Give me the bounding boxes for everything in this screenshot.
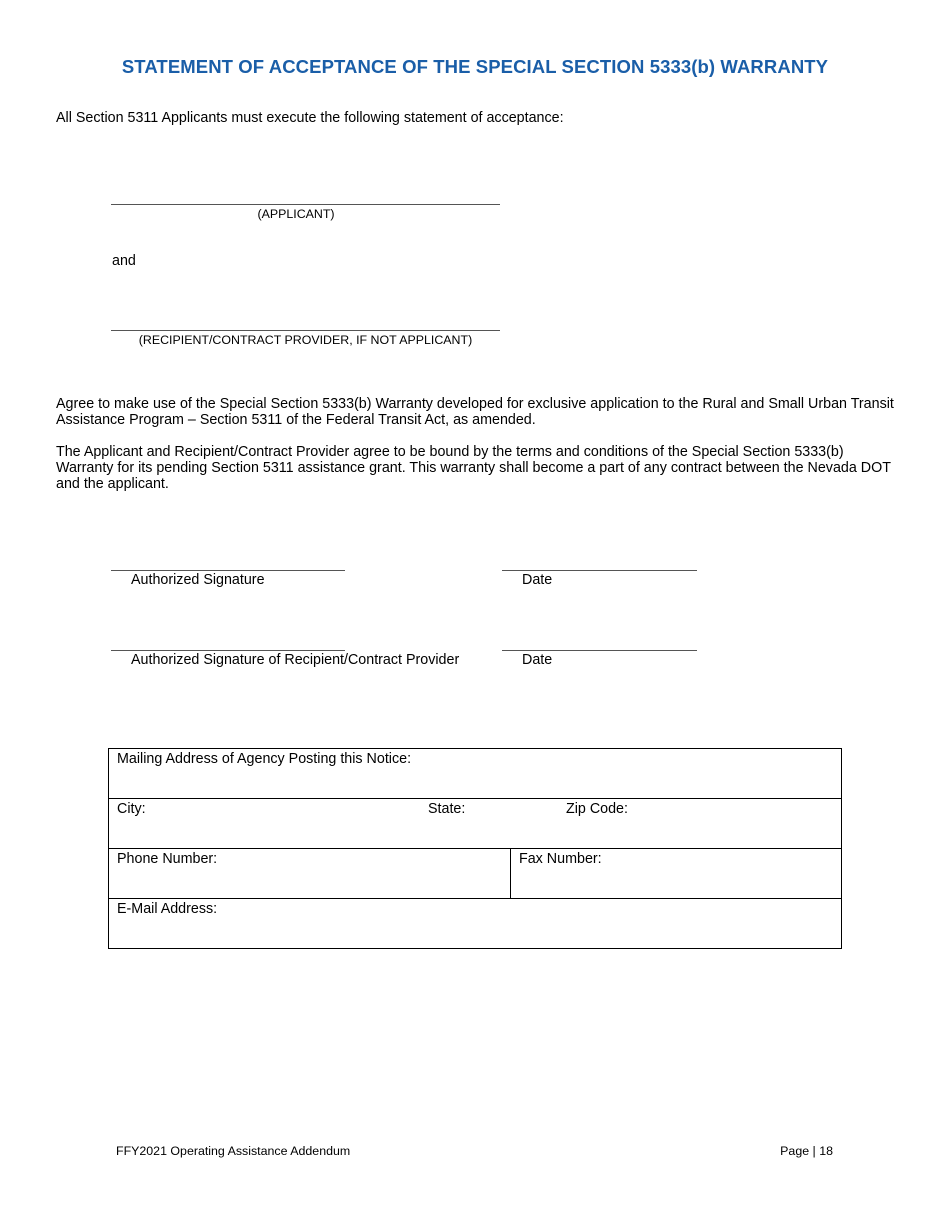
applicant-label: (APPLICANT) [257,207,335,221]
recipient-date-label: Date [522,652,553,668]
paragraph-agree: Agree to make use of the Special Section 5333(b) Warranty developed for exclusive application to the Rural and Small Urban Transit Assistance Program – Section 5311 of the Federal Transit Act, as amended. [56,396,894,428]
agency-address-form [108,748,842,949]
phone-field[interactable] [109,849,511,899]
intro-text: All Section 5311 Applicants must execute the following statement of acceptance: [56,110,564,126]
mailing-address-field[interactable] [109,749,842,799]
date-label: Date [522,572,553,588]
email-label: E-Mail Address: [117,901,218,917]
paragraph-bound: The Applicant and Recipient/Contract Provider agree to be bound by the terms and conditions of the Special Section 5333(b) Warranty for its pending Section 5311 assistance grant. This warranty shall become a part of any contract between the Nevada DOT and the applicant. [56,444,891,492]
recipient-line[interactable] [111,330,500,331]
signature-label: Authorized Signature [131,572,265,588]
footer-document-title: FFY2021 Operating Assistance Addendum [116,1144,351,1158]
fax-field[interactable] [511,849,842,899]
recipient-label: (RECIPIENT/CONTRACT PROVIDER, IF NOT APPLICANT) [138,333,473,347]
date-line[interactable] [502,570,697,571]
zip-label: Zip Code: [566,801,628,817]
fax-label: Fax Number: [519,851,602,867]
recipient-signature-line[interactable] [111,650,345,651]
recipient-signature-label: Authorized Signature of Recipient/Contract Provider [131,652,460,668]
recipient-date-line[interactable] [502,650,697,651]
mailing-address-label: Mailing Address of Agency Posting this Notice: [117,751,412,767]
city-state-zip-field[interactable] [109,799,842,849]
city-label: City: [117,801,146,817]
state-label: State: [428,801,466,817]
and-text: and [112,253,136,269]
page-title: STATEMENT OF ACCEPTANCE OF THE SPECIAL SECTION 5333(b) WARRANTY [121,56,829,77]
signature-line[interactable] [111,570,345,571]
applicant-line[interactable] [111,204,500,205]
phone-label: Phone Number: [117,851,218,867]
footer-page-number: Page | 18 [780,1144,833,1158]
email-field[interactable] [109,899,842,949]
